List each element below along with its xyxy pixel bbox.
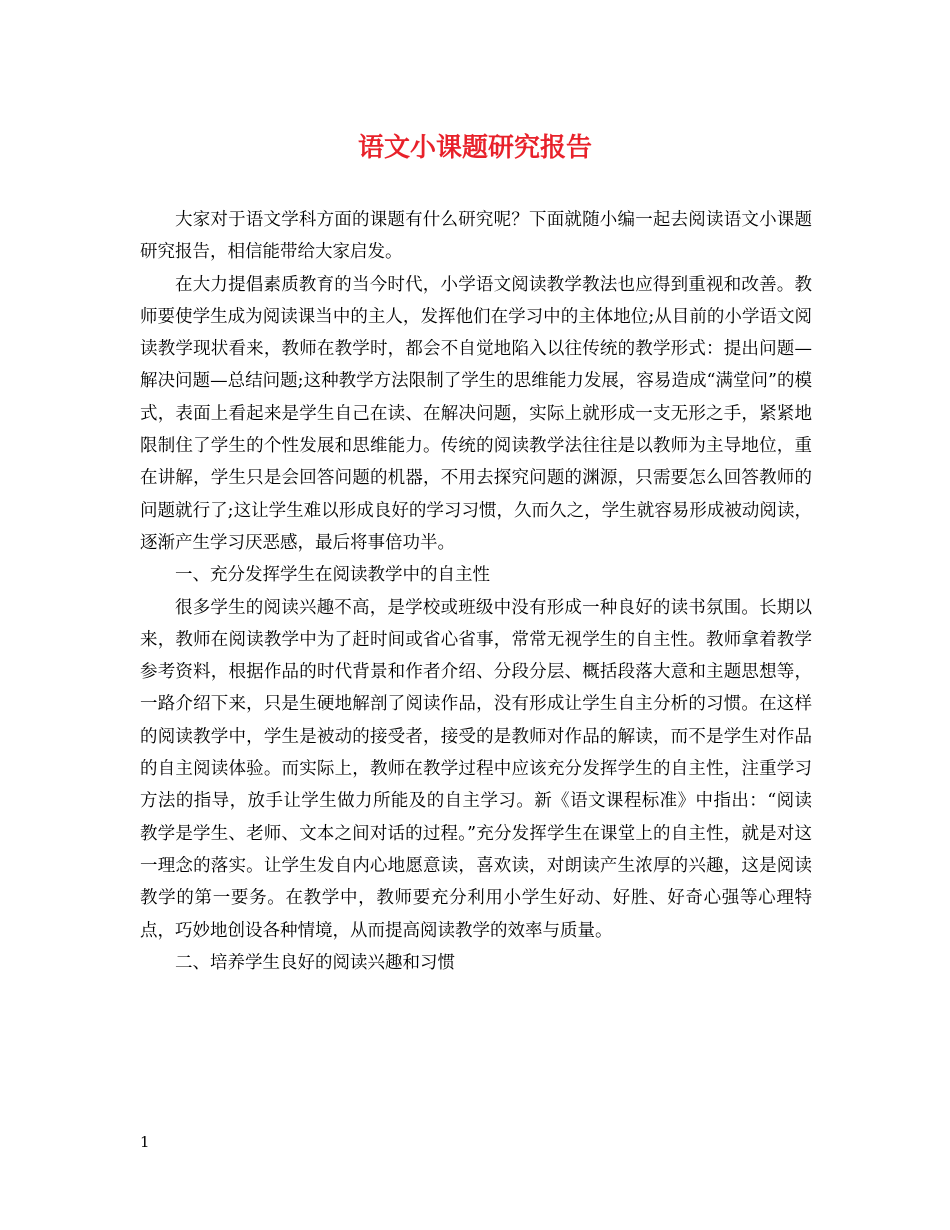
section-heading: 一、充分发挥学生在阅读教学中的自主性 — [175, 565, 490, 586]
document-body — [140, 204, 812, 979]
page-number: 1 — [140, 1133, 150, 1151]
body-paragraph: 在大力提倡素质教育的当今时代，小学语文阅读教学教法也应得到重视和改善。教师要使学生成为阅读课当中的主人，发挥他们在学习中的主体地位;从目前的小学语文阅读教学现状看来，教师在教学时，都会不自觉地陷入以往传统的教学形式：提出问题—解决问题—总结问题;这种教学方法限制了学生的思维能力发展，容易造成“满堂问”的模式，表面上看起来是学生自己在读、在解决问题，实际上就形成一支无形之手，紧紧地限制住了学生的个性发展和思维能力。传统的阅读教学法往往是以教师为主导地位，重在讲解，学生只是会回答问题的机器，不用去探究问题的渊源，只需要怎么回答教师的问题就行了;这让学生难以形成良好的学习习惯，久而久之，学生就容易形成被动阅读，逐渐产生学习厌恶感，最后将事倍功半。 — [140, 274, 812, 553]
intro-paragraph: 大家对于语文学科方面的课题有什么研究呢？下面就随小编一起去阅读语文小课题研究报告，相信能带给大家启发。 — [140, 210, 812, 263]
body-paragraph: 很多学生的阅读兴趣不高，是学校或班级中没有形成一种良好的读书氛围。长期以来，教师在阅读教学中为了赶时间或省心省事，常常无视学生的自主性。教师拿着教学参考资料，根据作品的时代背景和作者介绍、分段分层、概括段落大意和主题思想等，一路介绍下来，只是生硬地解剖了阅读作品，没有形成让学生自主分析的习惯。在这样的阅读教学中，学生是被动的接受者，接受的是教师对作品的解读，而不是学生对作品的自主阅读体验。而实际上，教师在教学过程中应该充分发挥学生的自主性，注重学习方法的指导，放手让学生做力所能及的自主学习。新《语文课程标准》中指出：“阅读教学是学生、老师、文本之间对话的过程。”充分发挥学生在课堂上的自主性，就是对这一理念的落实。让学生发自内心地愿意读，喜欢读，对朗读产生浓厚的兴趣，这是阅读教学的第一要务。在教学中，教师要充分利用小学生好动、好胜、好奇心强等心理特点，巧妙地创设各种情境，从而提高阅读教学的效率与质量。 — [140, 597, 812, 941]
section-heading: 二、培养学生良好的阅读兴趣和习惯 — [175, 952, 455, 973]
document-title: 语文小课题研究报告 — [357, 133, 592, 163]
